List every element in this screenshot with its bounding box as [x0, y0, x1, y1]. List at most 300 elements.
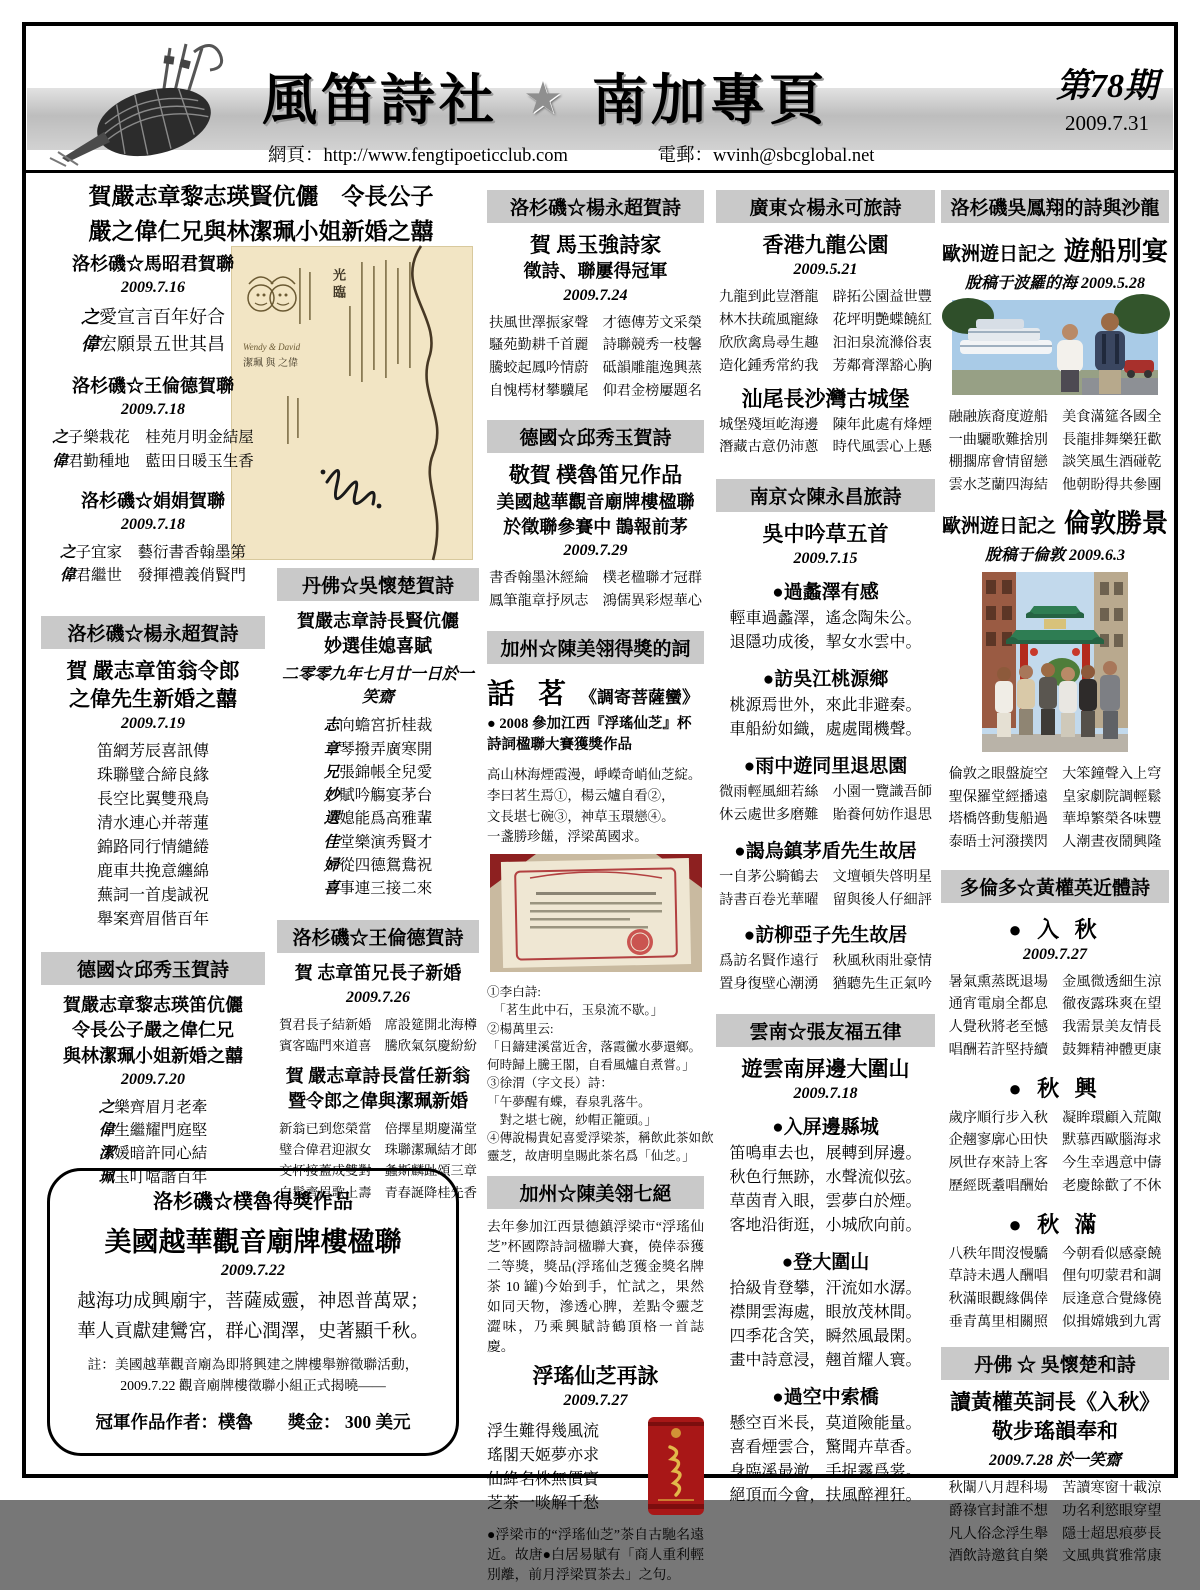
couplet-line: 一曲驪歌難捨別 長龍排舞樂狂歡: [948, 431, 1162, 448]
couplet: [716, 866, 935, 911]
couplet: [941, 1107, 1169, 1198]
couplet-line: 暑氣熏蒸既退場 金風微透細生涼: [948, 973, 1162, 990]
acrostic-char: 喜: [323, 880, 340, 898]
subtitle-line: 賀 嚴志章詩長當任新翁: [285, 1065, 471, 1086]
poem-bullet-title: ● 秋 滿: [1008, 1211, 1102, 1237]
spacer: [41, 588, 265, 606]
poem-line: 珠聯璧合締良緣: [96, 767, 209, 785]
poem-line: 之子宜家 藝衍書香翰墨第: [59, 544, 247, 562]
couplet-line: 休云處世多磨難 貽養何妨作退思: [719, 807, 932, 824]
couplet-line: 夙世存來詩上客 今生幸遇意中儔: [948, 1155, 1162, 1172]
section-header: 丹佛 ☆ 吳懷楚和詩: [941, 1347, 1169, 1380]
poem-line: 舉案齊眉偕百年: [96, 911, 209, 929]
poem-line: 錦路同行情繾綣: [96, 839, 209, 857]
subtitle-line: 與林潔珮小姐新婚之囍: [63, 1045, 243, 1066]
spacer: [941, 1333, 1169, 1337]
lead-headline-line: 賀嚴志章黎志瑛賢伉儷 令長公子: [88, 184, 434, 209]
couplet-line: 棚擱席會情留戀 談笑風生酒碰乾: [948, 454, 1162, 471]
poem-line: 珮玉叮噹諧百年: [98, 1168, 208, 1186]
acrostic-char: 婦: [323, 856, 340, 874]
poem-line: 志向蟾宮折桂裁: [323, 717, 433, 735]
section-header: 洛杉磯☆王倫德賀詩: [277, 920, 479, 953]
poem: [487, 1420, 599, 1516]
subtitle-line: 賀嚴志章詩長賢伉儷: [297, 611, 459, 631]
poem-bullet-title: ●過蠡澤有感: [772, 582, 879, 604]
spacer: [487, 402, 704, 410]
column-5: [941, 180, 1169, 1568]
page-title: [262, 56, 992, 135]
poem-line: 清水連心并蒂蓮: [96, 815, 209, 833]
award-winner: 冠軍作品作者：樸魯 獎金： 300 美元: [95, 1411, 411, 1432]
couplet-line: 置身復壁心潮湧 猶聽先生正氣吟: [719, 975, 932, 992]
award-couplet-line: 越海功成興廟宇，菩薩威靈，神恩普萬眾；: [77, 1292, 429, 1312]
subtitle-line: 洛杉磯☆馬昭君賀聯: [72, 254, 234, 274]
award-couplet: [50, 1288, 456, 1347]
poem-line: 車船紛如織，處處聞機聲。: [729, 721, 922, 739]
section-title: [941, 1388, 1169, 1445]
spacer: [277, 900, 479, 910]
acrostic-poem: [41, 304, 265, 358]
title-line: 遊雲南屏邊大圍山: [741, 1056, 910, 1081]
poem-line: 之樂齊眉月老牽: [98, 1098, 208, 1116]
title-main: 倫敦勝景: [1064, 508, 1169, 538]
couplet-line: 自愧樗材攀驥尾 仰君金榜屢題名: [489, 382, 702, 399]
section-title: [487, 461, 704, 489]
acrostic-char: 之: [52, 429, 68, 447]
verse-line: 高山林海煙霞漫，崢嶸奇峭仙芝綻。: [487, 767, 702, 783]
couplet-line: 騰蛟起鳳吟情蔚 砥韻雕龍逸興蒸: [489, 359, 702, 376]
column-3: [487, 180, 714, 1590]
couplet-line: 扶風世澤振家聲 才德傳芳文采榮: [489, 314, 702, 331]
subtitle-line: 妙選佳媳喜賦: [324, 636, 432, 657]
couplet-line: 交杯接蓋成雙對 螽斯麟趾頌三章: [279, 1163, 477, 1179]
title-line: 賀 馬玉強詩家: [529, 233, 662, 257]
title-prefix: 歐洲遊日記之: [941, 515, 1056, 537]
poem-line: 婦從四德鴛鴦祝: [323, 856, 433, 874]
acrostic-char: 兄: [323, 763, 340, 781]
acrostic-char: 妙: [323, 787, 340, 805]
poem-line: 偉君勤種地 藍田日暖玉生香: [52, 452, 254, 470]
poem-line: 蕪詞一首虔誠祝: [96, 887, 209, 905]
poem-line: 長空比翼雙飛鳥: [96, 791, 209, 809]
section-date: 2009.5.21: [793, 261, 858, 279]
section-header: 德國☆邱秀玉賀詩: [487, 420, 704, 453]
spacer: [41, 473, 265, 489]
poem-line: 佳堂樂演秀賢才: [323, 833, 433, 851]
couplet-line: 酒飲詩邀貧自樂 文風典賞雅常康: [948, 1548, 1162, 1565]
couplet: [941, 971, 1169, 1062]
couplet-line: 凡人俗念浮生舉 隱士超思痕夢長: [948, 1525, 1162, 1542]
section-dateline: 脫稿于倫敦 2009.6.3: [984, 546, 1125, 564]
acrostic-char: 偉: [59, 567, 76, 585]
poem-line: 懸空百米長，莫道險能量。: [729, 1415, 922, 1432]
subtitle-line: 賀 志章笛兄長子新婚: [294, 963, 462, 984]
poem: [716, 1277, 935, 1373]
poem-line: 芝茶一啖解千愁: [487, 1495, 600, 1513]
poem-bullet-title: ●雨中遊同里退思園: [743, 756, 908, 778]
couplet-line: 泰晤士河潑撲閃 人潮晝夜鬧興隆: [948, 834, 1162, 851]
award-certificate-image: [487, 854, 704, 977]
couplet-line: 造化鍾秀常約我 芳鄰膏澤豁心胸: [719, 357, 932, 374]
section-title: [716, 520, 935, 548]
award-intro: [487, 714, 704, 758]
section-header: 雲南☆張友福五律: [716, 1014, 935, 1047]
couplet-line: 林木扶疏風寵綠 花坪明艷蝶饒紅: [719, 312, 932, 329]
poem-line: 浮生難得幾風流: [487, 1423, 600, 1441]
body-paragraph: ●浮梁市的“浮瑤仙芝”茶自古馳名遠近。故唐●白居易賦有「商人重利輕別離，前月浮梁買茶去」之句。: [487, 1526, 704, 1582]
couplet: [716, 781, 935, 826]
couplet-line: 歲序順行步入秋 凝眸環顧入荒陬: [948, 1109, 1162, 1126]
title-line: 敬步瑤韻奉和: [992, 1418, 1118, 1443]
lead-headline-line: 嚴之偉仁兄與林潔珮小姐新婚之囍: [88, 218, 434, 244]
section-subtitle: [41, 374, 265, 399]
section-header: 德國☆邱秀玉賀詩: [41, 952, 265, 985]
couplet: [487, 312, 704, 403]
section-date: 2009.7.19: [121, 715, 185, 733]
section-date: 2009.7.18: [121, 516, 185, 534]
couplet-line: 草詩未遇人酬唱 俚句叨蒙君和調: [948, 1268, 1162, 1285]
acrostic-char: 章: [323, 740, 340, 758]
column-2: [277, 558, 479, 1203]
poem-line: 畫中詩意浸，翹首耀人寰。: [729, 1352, 922, 1369]
acrostic-poem: [41, 541, 265, 588]
acrostic-poem: [41, 426, 265, 473]
couplet: [277, 1014, 479, 1056]
poem-bullet-title: ●訪柳亞子先生故居: [743, 925, 908, 947]
couplet-line: 書香翰墨沐經綸 樸老楹聯才冠群: [489, 570, 702, 587]
section-date: 2009.7.18: [793, 1085, 858, 1102]
couplet-line: 塔橋啓動隻船過 華埠繁榮各味豐: [948, 811, 1162, 828]
spacer: [41, 932, 265, 942]
spacer: [941, 854, 1169, 860]
poem-line: 輕車過蠡澤，遙念陶朱公。: [729, 610, 922, 628]
poem-line: 客地沿街逛，小城欣向前。: [729, 1217, 922, 1234]
section-date: 2009.7.18: [121, 401, 185, 419]
footnote-line: 靈芝，故唐明皇賜此茶名爲「仙芝。」: [487, 1149, 695, 1164]
acrostic-char: 之: [98, 1098, 115, 1116]
poem-bullet-title: ● 入 秋: [1008, 916, 1102, 942]
poem-line: 喜看煙雲合，驚聞卉草香。: [729, 1439, 922, 1456]
subtitle-line: 令長公子嚴之偉仁兄: [72, 1020, 234, 1041]
poem-bullet-title: ●登大圍山: [781, 1252, 870, 1273]
invitation-greeting: 光臨: [331, 268, 346, 302]
award-intro-line: ● 2008 參加江西『浮瑤仙芝』杯: [487, 715, 692, 732]
section-subtitle: [277, 609, 479, 659]
acrostic-char: 珮: [98, 1168, 115, 1186]
section-date: 2009.7.16: [121, 279, 185, 297]
word-title-tune: 《調寄菩薩蠻》: [580, 687, 700, 707]
footnote-line: 「日鑄建溪當近舍，落霞黴水夢還鄉。: [487, 1039, 702, 1054]
acrostic-char: 偉: [52, 452, 68, 470]
section-subtitle: [277, 961, 479, 986]
poem-line: 偉君繼世 發揮禮義俏賢門: [59, 567, 247, 585]
column-4: [716, 180, 935, 1508]
couplet-line: 賀君長子結新婚 席設筵開北海樽: [279, 1016, 477, 1032]
masthead-contacts: [268, 141, 959, 167]
poem-bullet-title: ●訪吳江桃源鄉: [762, 669, 889, 691]
couplet-line: 通宵電扇全都息 徹夜露珠爽在望: [948, 996, 1162, 1013]
section-date: 2009.7.24: [563, 286, 628, 304]
couplet-line: 詩書百卷光華曜 留與後人仔細評: [719, 891, 932, 908]
poem-line: 身臨溪最澈，手捉霧爲裳。: [729, 1463, 922, 1480]
title-line: 賀 嚴志章笛翁令郎: [66, 658, 240, 683]
section-date: 2009.7.27: [563, 1391, 628, 1409]
mixed-title: [941, 231, 1169, 268]
acrostic-char: 潔: [98, 1145, 115, 1163]
subtitle-line: 美國越華觀音廟牌樓楹聯: [496, 491, 695, 512]
section-header: 多倫多☆黃權英近體詩: [941, 870, 1169, 903]
poem: [41, 740, 265, 932]
spacer: [487, 613, 704, 621]
lead-headline: [41, 180, 481, 249]
award-box: [47, 1168, 459, 1456]
poem-line: 鹿車共挽意纏綿: [96, 863, 209, 881]
issue-date: 2009.7.31: [1065, 111, 1149, 135]
couplet-line: 人覺秋將老至憾 我需景美友情長: [948, 1019, 1162, 1036]
footnote-line: 對之堪七碗，紗帽正籠頭。」: [487, 1112, 658, 1127]
section-date: 2009.7.15: [793, 550, 858, 568]
footnote-line: 「午夢醒有蝶，春泉乳落牛。: [487, 1094, 651, 1109]
subtitle-line: 洛杉磯☆王倫德賀聯: [72, 376, 234, 397]
subtitle-line: 賀嚴志章黎志瑛笛伉儷: [63, 995, 243, 1016]
couplet-line: 倫敦之眼盤旋空 大笨鐘聲入上穹: [948, 765, 1162, 782]
spacer: [716, 459, 935, 469]
title-main: 遊船別宴: [1064, 237, 1169, 266]
section-subtitle: [487, 259, 704, 284]
invitation-couple-english: Wendy & David: [243, 342, 301, 352]
couplet-line: 秋滿眼觀緣偶倖 辰逢意合覺緣僥: [948, 1290, 1162, 1307]
couplet-line: 八秩年間沒慢驕 今朝看似感豪饒: [948, 1245, 1162, 1262]
couplet-line: 賓客臨門來道喜 騰欣氣氛慶紛紛: [279, 1037, 477, 1053]
title-line: 汕尾長沙灣古城堡: [741, 387, 910, 412]
tea-tin-image: [648, 1417, 704, 1520]
poem-bullet-title: ●過空中索橋: [772, 1387, 879, 1408]
poem-line: 笛網芳辰喜訊傳: [96, 743, 209, 761]
section-date: 2009.7.29: [563, 542, 628, 560]
section-title: [716, 231, 935, 259]
section-header: 廣東☆楊永可旅詩: [716, 190, 935, 223]
couplet-line: 欣欣禽鳥尋生趣 汩汩泉流滌俗衷: [719, 334, 932, 351]
acrostic-poem: [277, 714, 479, 900]
footnote-line: 「茗生此中石，玉泉流不歇。」: [487, 1003, 664, 1018]
section-header: 丹佛☆吳懷楚賀詩: [277, 568, 479, 601]
column-1: [41, 252, 265, 1189]
subtitle-line: 徵詩、聯屢得冠軍: [523, 261, 668, 282]
title-line: 吳中吟草五首: [762, 522, 889, 546]
couplet-line: 秋闈八月趕科場 苦讀寒窗十載涼: [948, 1480, 1162, 1497]
poem: [716, 1142, 935, 1238]
award-note: [50, 1355, 456, 1396]
poem-line: 兄張錦帳全兒愛: [323, 763, 433, 781]
couplet-line: 企翹寥廓心田快 默慕西歐腦海求: [948, 1132, 1162, 1149]
poem-line: 草茵青入眼，雲夢白於煙。: [729, 1193, 922, 1210]
couplet-line: 白髮齊眉歌上壽 青春誕降桂先香: [279, 1184, 477, 1200]
poem-line: 潔媛暗許同心結: [98, 1145, 208, 1163]
acrostic-char: 選: [323, 810, 340, 828]
section-title: [716, 385, 935, 413]
title-line: 讀黃權英詞長《入秋》: [950, 1390, 1160, 1415]
poem-line: 偉宏願景五世其昌: [81, 334, 225, 355]
section-header: 加州☆陳美翎得獎的詞: [487, 631, 704, 664]
footnote-line: ③徐渭（字文長）詩：: [487, 1076, 613, 1091]
section-dateline: 二零零九年七月廿一日於一笑齋: [281, 666, 474, 707]
couplet: [716, 286, 935, 377]
poem-line: 拾級肯登攀，汗流如水潺。: [729, 1280, 922, 1297]
couplet-line: 垂青萬里相關照 似揖嫦娥到九霄: [948, 1313, 1162, 1330]
section-header: 南京☆陳永昌旅詩: [716, 479, 935, 512]
title-line: 敬賀 樸魯笛兄作品: [508, 463, 683, 488]
footnote-line: 何時歸上騰王閣，自看風爐自煮嘗。」: [487, 1058, 695, 1073]
subtitle-line: 洛杉磯☆娟娟賀聯: [81, 490, 225, 511]
couplet-line: 一自茅公騎鶴去 文壇頓失啓明星: [719, 868, 932, 885]
section-date: 2009.7.27: [1023, 945, 1087, 963]
club-name: 風笛詩社: [262, 69, 499, 131]
section-dateline: 2009.7.28 於一笑齋: [988, 1452, 1121, 1470]
poem-line: 瑤閣天姬夢亦求: [487, 1447, 600, 1465]
acrostic-char: 偉: [81, 334, 99, 355]
wedding-invitation-image: [231, 246, 473, 560]
footnote-line: ④傳說楊貴妃喜愛浮梁茶，稱飲此茶如飲: [487, 1131, 714, 1146]
poem-line: 章琴撥弄廣寒開: [323, 740, 433, 758]
award-box-date: 2009.7.22: [221, 1262, 285, 1279]
section-date: 2009.7.20: [121, 1070, 185, 1088]
poem-line: 妙賦吟觴宴茅台: [323, 787, 433, 805]
couplet: [941, 1243, 1169, 1334]
london-chinatown-photo: [941, 572, 1169, 757]
couplet-line: 騷苑勤耕千首麗 詩聯競秀一枝馨: [489, 337, 702, 354]
word-title: [487, 672, 704, 712]
acrostic-char: 志: [323, 717, 340, 735]
couplet: [716, 414, 935, 459]
subtitle-line: 於徵聯參賽中 鵲報前茅: [503, 516, 688, 537]
award-note-line: 2009.7.22 觀音廟牌樓徵聯小組正式揭曉——: [120, 1377, 386, 1393]
content-area: [35, 180, 1169, 1582]
couplet-line: 微雨輕風細若絲 小園一覽識吾師: [719, 784, 932, 801]
footnote-line: ②楊萬里云:: [487, 1021, 554, 1036]
poem-with-image: [487, 1417, 704, 1520]
cruise-farewell-photo: [941, 300, 1169, 400]
title-prefix: 歐洲遊日記之: [941, 244, 1056, 265]
poem-line: 絕頂而今會，扶風醉裡狂。: [729, 1487, 922, 1504]
award-intro-line: 詩詞楹聯大賽獲獎作品: [487, 737, 632, 754]
verse-line: 文長堪七碗③，神草玉環戀④。: [487, 808, 675, 824]
spacer: [41, 358, 265, 374]
award-box-header: 洛杉磯☆樸魯得獎作品: [153, 1191, 353, 1213]
mixed-title: [941, 503, 1169, 540]
couplet: [487, 567, 704, 612]
star-icon: ★: [523, 74, 567, 123]
poem-line: 桃源焉世外，來此非避秦。: [729, 697, 922, 715]
title-line: 之偉先生新婚之囍: [69, 686, 237, 711]
couplet-line: 城堡殘垣屹海邊 陳年此處有烽煙: [719, 416, 932, 433]
section-title: [487, 231, 704, 259]
section-subtitle: [487, 490, 704, 540]
spacer: [487, 757, 704, 765]
poem-bullet-title: ●謁烏鎮茅盾先生故居: [734, 840, 917, 862]
issue-block: [1056, 58, 1158, 136]
section-title: [487, 1362, 704, 1390]
section-header: 洛杉磯吳鳳翔的詩與沙龍: [941, 190, 1169, 223]
couplet-line: 融融族裔度遊船 美食滿筵各國全: [948, 409, 1162, 425]
title-line: 香港九龍公園: [762, 233, 889, 257]
bagpipe-logo-icon: [44, 34, 269, 171]
poem-line: 選媳能爲高雅輩: [323, 810, 433, 828]
poem-line: 四季花含笑，瞬然風最閑。: [729, 1328, 922, 1345]
couplet: [941, 1477, 1169, 1568]
poem: [716, 694, 935, 742]
poem-line: 偉生繼耀門庭堅: [98, 1122, 208, 1140]
acrostic-char: 偉: [98, 1122, 115, 1140]
section-subtitle: [41, 252, 265, 277]
award-couplet-line: 華人貢獻建鸞宮，群心潤澤，史著顯千秋。: [77, 1321, 429, 1342]
acrostic-char: 之: [59, 544, 76, 562]
section-dateline: 脫稿于波羅的海 2009.5.28: [964, 275, 1145, 292]
acrostic-char: 之: [81, 307, 99, 328]
couplet: [716, 950, 935, 995]
footnotes: [487, 983, 714, 1166]
invitation-couple-chinese: 潔珮 與 之偉: [243, 358, 298, 369]
poem-line: 仙絳名株無價寶: [487, 1471, 600, 1489]
poem-line: 襟開雲海處，眼放茂林間。: [729, 1304, 922, 1321]
section-subtitle: [41, 993, 265, 1069]
section-subtitle: [41, 489, 265, 514]
spacer: [277, 1056, 479, 1064]
couplet: [941, 406, 1169, 497]
couplet-line: 九龍到此豈潛龍 辟拓公園益世豐: [719, 289, 932, 306]
award-note-line: 註：美國越華觀音廟為即將興建之牌樓舉辦徵聯活動，: [87, 1357, 419, 1373]
poem-bullet-title: ●入屏邊縣城: [772, 1117, 879, 1138]
section-date: 2009.7.26: [346, 988, 410, 1006]
section-subtitle: [277, 1064, 479, 1114]
couplet-line: 潛藏古意仍沛蔥 時代風雲心上懸: [719, 439, 932, 456]
website-url: 網頁：http://www.fengtipoeticclub.com: [268, 146, 568, 166]
page-name: 南加專頁: [592, 69, 829, 131]
award-box-title: 美國越華觀音廟牌樓楹聯: [104, 1227, 402, 1257]
acrostic-char: 佳: [323, 833, 340, 851]
poem-bullet-title: ● 秋 興: [1008, 1075, 1102, 1101]
poem-line: 之愛宣言百年好合: [81, 307, 225, 328]
title-line: 浮瑤仙芝再詠: [532, 1363, 659, 1388]
poem-line: 笛鳴車去也，展轉到屏邊。: [729, 1145, 922, 1162]
poem-line: 之子樂栽花 桂苑月明金結屋: [52, 429, 254, 447]
couplet: [941, 763, 1169, 854]
section-title: [41, 657, 265, 714]
masthead-divider: [26, 170, 1174, 173]
couplet-line: 新翁已到您榮當 倍擇星期慶滿堂: [279, 1121, 477, 1137]
poem-line: 喜事連三接二來: [323, 880, 433, 898]
verse-text: [487, 765, 704, 848]
poem: [716, 1412, 935, 1508]
poem-line: 退隱功成後，挈女水雲中。: [729, 634, 922, 652]
section-header: 洛杉磯☆楊永超賀詩: [41, 616, 265, 649]
couplet-line: 爲訪名賢作遠行 秋風秋雨壯豪情: [719, 953, 932, 970]
poem-line: 秋色行無跡，水聲流似弦。: [729, 1169, 922, 1186]
couplet-line: 唱酬若許堅持續 鼓舞精神體更康: [948, 1041, 1162, 1058]
couplet-line: 鳳筆龍章抒夙志 鴻儒異彩煜華心: [489, 592, 702, 609]
couplet-line: 歷經既耋唱酬始 老慶餘歡了不休: [948, 1177, 1162, 1194]
couplet-line: 璧合偉君迎淑女 珠聯潔珮結才郎: [279, 1142, 477, 1158]
section-header: 洛杉磯☆楊永超賀詩: [487, 190, 704, 223]
body-paragraph: 去年參加江西景德鎮浮梁市“浮瑤仙芝”杯國際詩詞楹聯大賽，僥倖忝獲二等獎，獎品(浮瑤仙芝獲金獎名牌茶 10 罐)今始到手，忙試之，果然如同天物，滲透心脾，差點令靈芝澀味，乃乘興賦詩鶴頂格一首誌慶。: [487, 1218, 704, 1354]
verse-line: 一盞勝珍饈，浮梁萬國求。: [487, 829, 648, 845]
poem: [716, 607, 935, 655]
couplet-line: 聖保羅堂經播遠 皇家劇院調輕鬆: [948, 788, 1162, 805]
couplet-line: 爵祿官封誰不想 功名利慾眼穿望: [948, 1502, 1162, 1519]
spacer: [716, 996, 935, 1004]
subtitle-line: 暨令郎之偉與潔珮新婚: [288, 1091, 468, 1111]
section-title: [716, 1055, 935, 1083]
word-title-main: 話 茗: [487, 678, 575, 710]
